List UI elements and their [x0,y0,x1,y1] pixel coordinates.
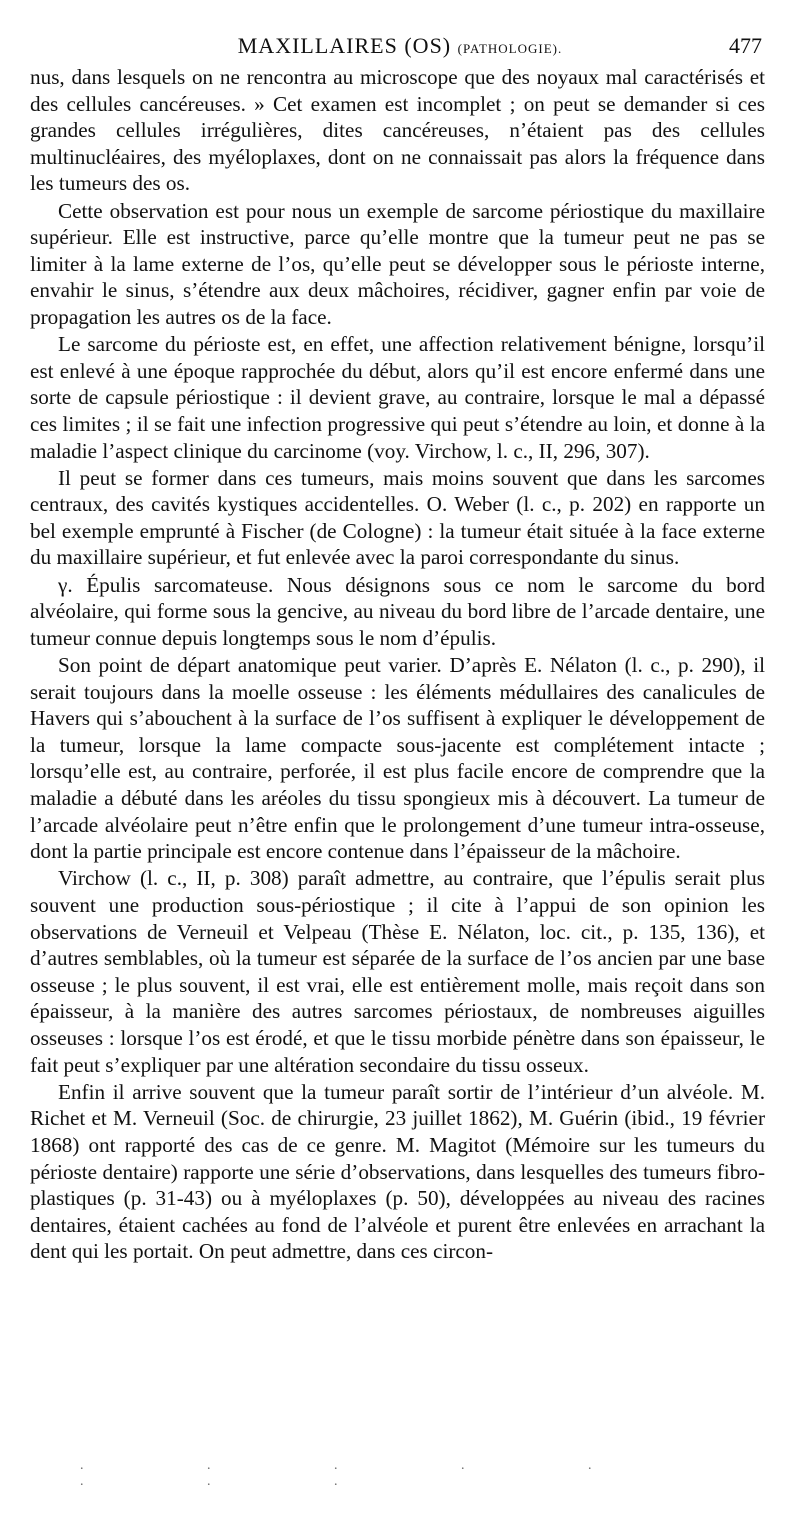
running-header [30,32,770,60]
paragraph: Le sarcome du périoste est, en effet, une affection relativement bénigne, lorsqu’il est enlevé à une époque rapprochée du début, alors qu’il est encore enfermé dans une sorte de capsule périostique : il devient grave, au contraire, lorsque le mal a dépassé ces limites ; il se fait une infection progressive qui peut s’étendre au loin, et donne à la maladie l’aspect clinique du carcinome (voy. Virchow, l. c., II, 296, 307). [30,332,765,463]
paragraph: Virchow (l. c., II, p. 308) paraît admettre, au contraire, que l’épulis serait plus souvent une production sous-périostique ; il cite à l’appui de son opinion les observations de Verneuil et Velpeau (Thèse E. Nélaton, loc. cit., p. 135, 136), et d’autres semblables, où la tumeur est séparée de la surface de l’os ancien par une base osseuse ; le plus souvent, il est vrai, elle est entièrement molle, mais reçoit dans son épaisseur, à la manière des autres sarcomes périostaux, de nombreuses aiguilles osseuses : lorsque l’os est érodé, et que le tissu morbide pénètre dans son épaisseur, le fait peut s’expliquer par une altération secondaire du tissu osseux. [30,866,765,1077]
paragraph: γ. Épulis sarcomateuse. Nous désignons sous ce nom le sarcome du bord alvéolaire, qui forme sous la gencive, au niveau du bord libre de l’arcade dentaire, une tumeur connue depuis longtemps sous le nom d’épulis. [30,572,765,650]
paragraph: Cette observation est pour nous un exemple de sarcome périostique du maxillaire supérieur. Elle est instructive, parce qu’elle montre que la tumeur peut ne pas se limiter à la lame externe de l’os, qu’elle peut se développer sous le périoste interne, envahir le sinus, s’étendre aux deux mâchoires, récidiver, gagner enfin par voie de propagation les autres os de la face. [30,198,765,329]
paragraph: Son point de départ anatomique peut varier. D’après E. Nélaton (l. c., p. 290), il serait toujours dans la moelle osseuse : les éléments médullaires des canalicules de Havers qui s’abouchent à la surface de l’os suffisent à expliquer le développement de la tumeur, lorsque la lame compacte sous-jacente est complétement intacte ; lorsqu’elle est, au contraire, perforée, il est plus facile encore de comprendre que la maladie a débuté dans les aréoles du tissu spongieux mis à découvert. La tumeur de l’arcade alvéolaire peut n’être enfin que le prolongement d’une tumeur intra-osseuse, dont la partie principale est encore contenue dans l’épaisseur de la mâchoire. [30,653,765,864]
body-text [30,64,765,1265]
scan-specks: . . . . . . . . [80,1458,652,1489]
header-title [30,32,770,63]
paragraph: Il peut se former dans ces tumeurs, mais moins souvent que dans les sarcomes centraux, des cavités kystiques accidentelles. O. Weber (l. c., p. 202) en rapporte un bel exemple emprunté à Fischer (de Cologne) : la tumeur était située à la face externe du maxillaire supérieur, et fut enlevée avec la paroi correspondante du sinus. [30,465,765,570]
page-number: 477 [729,33,762,58]
paragraph: Enfin il arrive souvent que la tumeur paraît sortir de l’intérieur d’un alvéole. M. Richet et M. Verneuil (Soc. de chirurgie, 23 juillet 1862), M. Guérin (ibid., 19 février 1868) ont rapporté des cas de ce genre. M. Magitot (Mémoire sur les tumeurs du périoste dentaire) rapporte une série d’observations, dans lesquelles des tumeurs fibro-plastiques (p. 31-43) ou à myéloplaxes (p. 50), développées au niveau des racines dentaires, étaient cachées au fond de l’alvéole et purent être enlevées en arrachant la dent qui les portait. On peut admettre, dans ces circon- [30,1079,765,1264]
header-title-sub: (PATHOLOGIE). [457,41,563,56]
header-title-main: MAXILLAIRES (OS) [237,33,452,58]
paragraph: nus, dans lesquels on ne rencontra au microscope que des noyaux mal caractérisés et des cellules cancéreuses. » Cet examen est incomplet ; on peut se demander si ces grandes cellules irrégulières, dites cancéreuses, n’étaient pas des cellules multinucléaires, des myéloplaxes, dont on ne connaissait pas alors la fréquence dans les tumeurs des os. [30,65,765,196]
